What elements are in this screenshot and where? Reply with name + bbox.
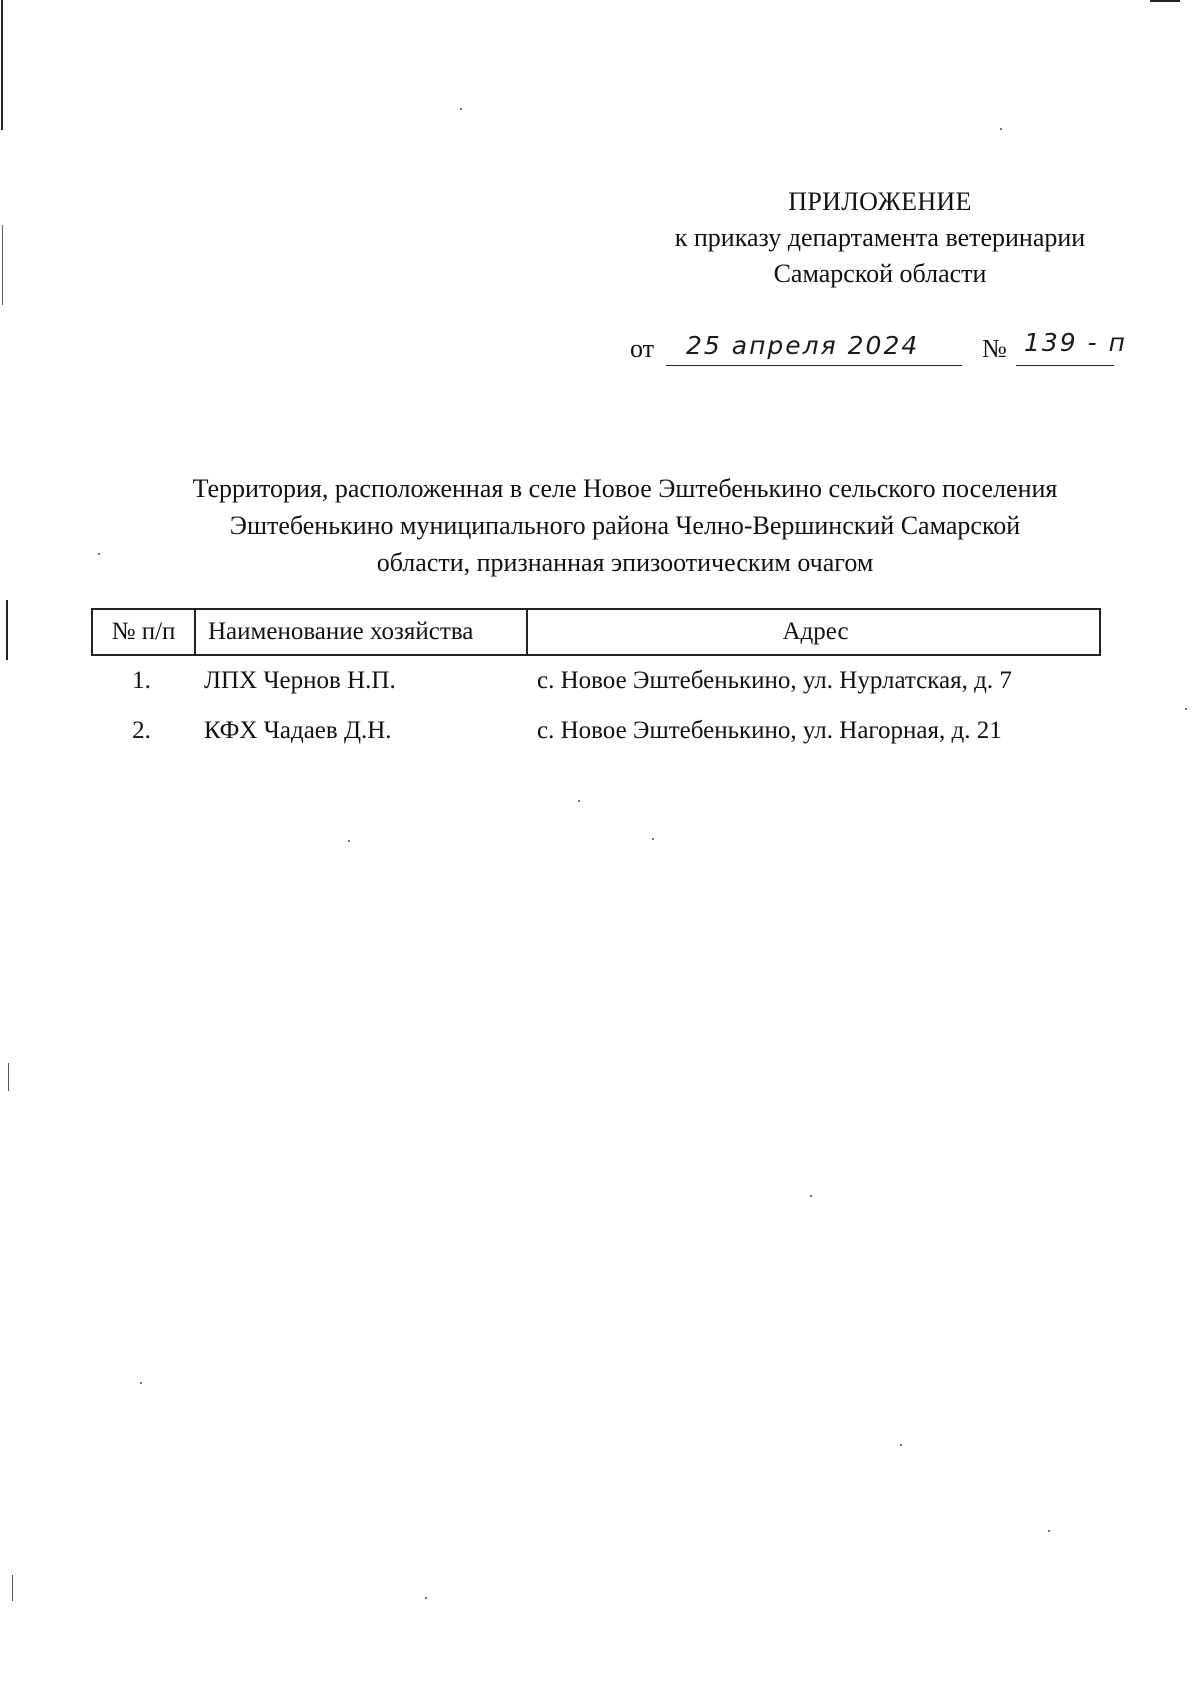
- scan-edge-mark: [8, 1063, 9, 1091]
- from-label: от: [630, 334, 655, 363]
- territory-line-3: области, признанная эпизоотическим очагом: [376, 548, 874, 577]
- row-farm-name: КФХ Чадаев Д.Н.: [204, 717, 392, 744]
- scan-speck: [460, 108, 462, 110]
- row-address: с. Новое Эштебенькино, ул. Нагорная, д. 21: [537, 717, 1002, 744]
- row-farm-name: ЛПХ Чернов Н.П.: [204, 667, 396, 694]
- appendix-header: [640, 184, 1120, 292]
- table-row: [91, 656, 1101, 706]
- header-number: № п/п: [111, 618, 176, 645]
- territory-line-1: Территория, расположенная в селе Новое Эштебенькино сельского поселения: [192, 474, 1058, 503]
- scan-speck: [652, 838, 654, 840]
- scan-speck: [1000, 128, 1002, 130]
- scan-speck: [140, 1382, 142, 1384]
- number-label: №: [982, 334, 1007, 363]
- scan-edge-mark: [1, 0, 3, 130]
- date-underline: [666, 365, 962, 366]
- row-number: 2.: [132, 717, 151, 744]
- table-row: [91, 706, 1101, 756]
- scan-speck: [425, 1597, 427, 1599]
- scan-edge-mark: [1150, 0, 1180, 2]
- appendix-line-1: к приказу департамента ветеринарии: [674, 223, 1086, 252]
- number-underline: [1016, 365, 1114, 366]
- scan-speck: [348, 840, 350, 842]
- farms-table: [91, 608, 1101, 756]
- territory-line-2: Эштебенькино муниципального района Челно-Вершинский Самарской: [229, 511, 1021, 540]
- appendix-line-2: Самарской области: [773, 259, 987, 288]
- order-number-handwritten: 139 - п: [1024, 328, 1127, 357]
- appendix-title: ПРИЛОЖЕНИЕ: [788, 187, 972, 216]
- header-farm-name: Наименование хозяйства: [194, 610, 526, 654]
- row-address: с. Новое Эштебенькино, ул. Нурлатская, д. 7: [537, 667, 1012, 694]
- row-number: 1.: [132, 667, 151, 694]
- order-date-handwritten: 25 апреля 2024: [686, 331, 920, 360]
- scan-speck: [1048, 1530, 1050, 1532]
- territory-heading: [120, 470, 1130, 581]
- scan-speck: [578, 800, 580, 802]
- order-date-number-line: [630, 328, 1130, 372]
- scan-speck: [900, 1444, 902, 1446]
- scan-speck: [98, 553, 100, 555]
- scan-speck: [1185, 708, 1187, 710]
- scan-edge-mark: [2, 225, 3, 305]
- scan-edge-mark: [6, 600, 8, 660]
- scan-speck: [810, 1195, 812, 1197]
- header-address: Адрес: [526, 610, 1103, 654]
- table-header-row: [91, 608, 1101, 656]
- scan-edge-mark: [12, 1575, 13, 1601]
